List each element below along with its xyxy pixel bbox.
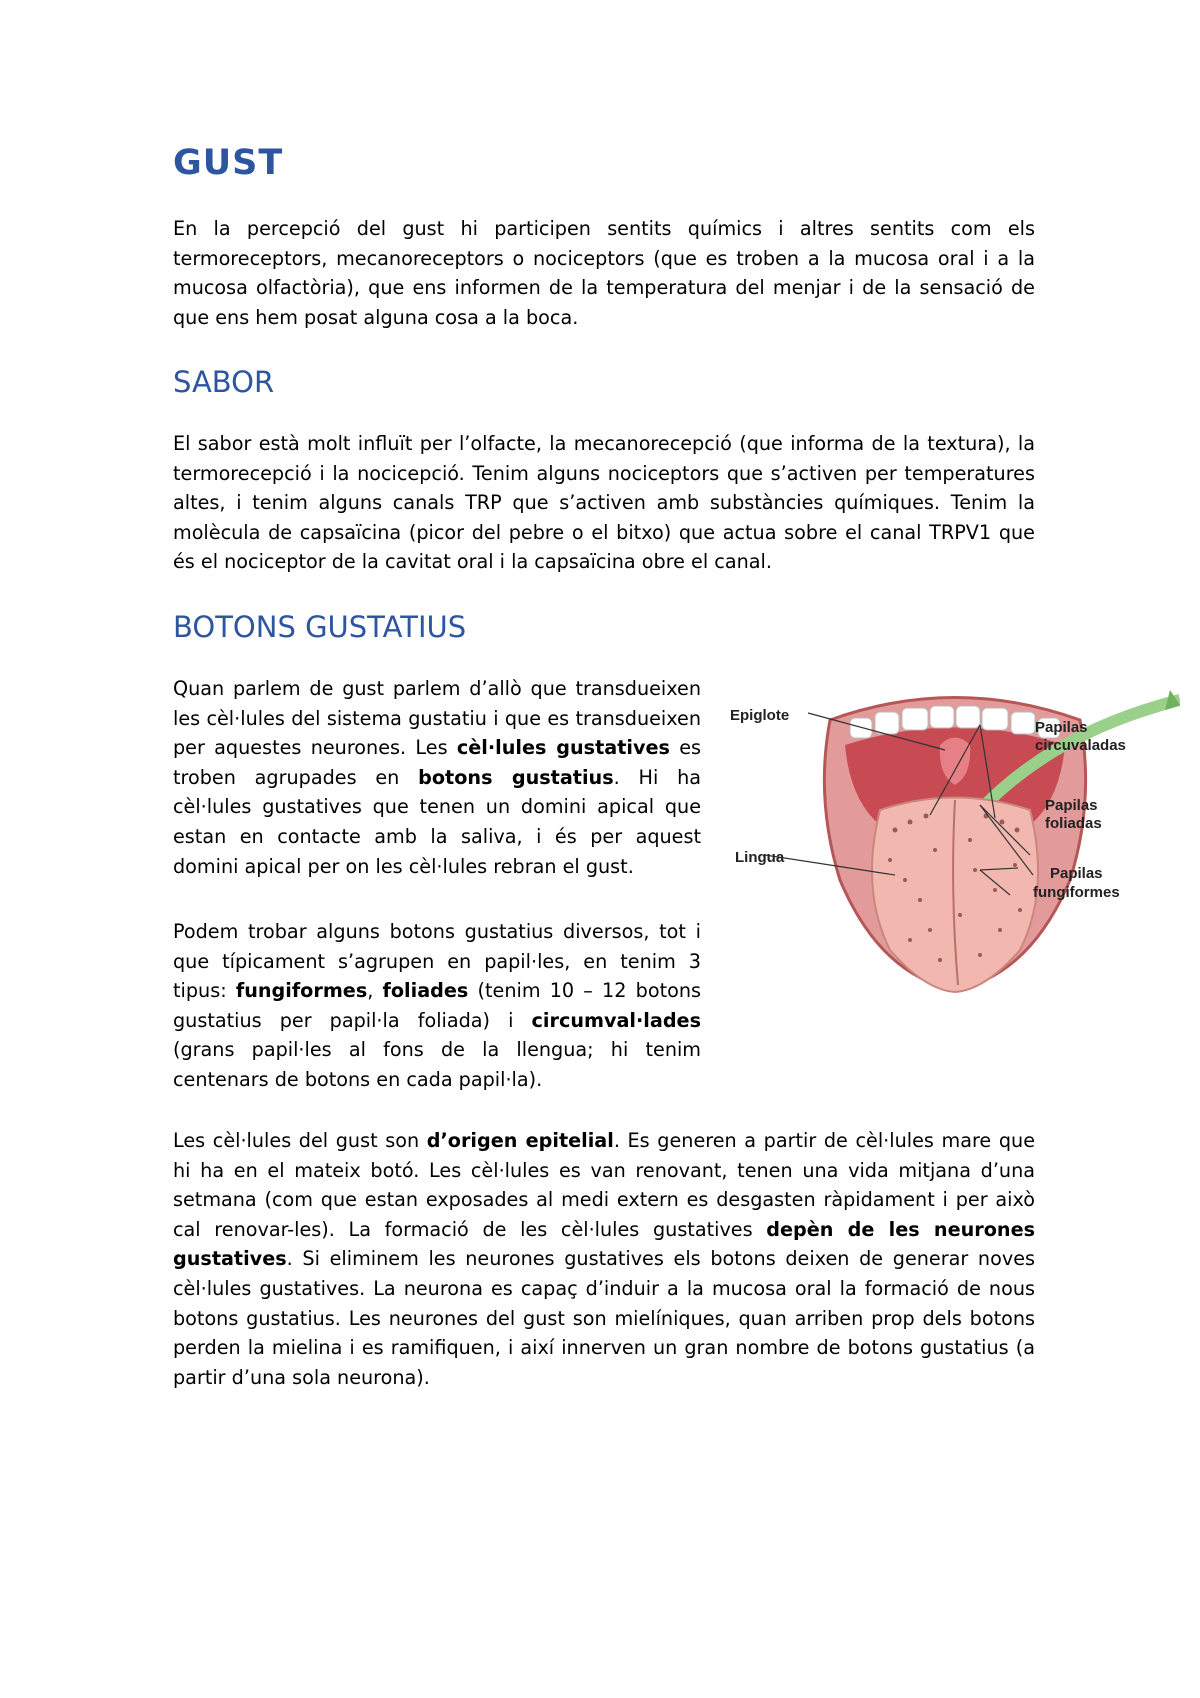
heading-sabor: SABOR bbox=[173, 365, 275, 399]
label-epiglote: Epiglote bbox=[730, 707, 790, 724]
bold-term: circumval·lades bbox=[531, 1008, 701, 1032]
paragraph-botons-2 bbox=[173, 917, 701, 1095]
text-run: . Hi ha cèl·lules gustatives que tenen un domini apical que estan en contacte amb la saliva, i és per aquest domini apical per on les cèl·lules rebran el gust. bbox=[173, 765, 702, 878]
bold-term: foliades bbox=[382, 979, 469, 1003]
paragraph-sabor: El sabor està molt influït per l’olfacte, la mecanorecepció (que informa de la textura), la termorecepció i la nocicepció. Tenim alguns nociceptors que s’activen per temperatures altes, i tenim alguns canals TRP que s’activen amb substàncies químiques. Tenim la molècula de capsaïcina (picor del pebre o el bitxo) que actua sobre el canal TRPV1 que és el nociceptor de la cavitat oral i la capsaïcina obre el canal. bbox=[173, 432, 1035, 574]
label-fungiformes-2: fungiformes bbox=[1033, 884, 1120, 901]
label-circuvaladas-2: circuvaladas bbox=[1035, 737, 1126, 754]
bold-term: depèn de les neurones gustatives bbox=[173, 1217, 1036, 1271]
tongue-illustration bbox=[730, 690, 1180, 1010]
label-fungiformes-1: Papilas bbox=[1050, 865, 1103, 882]
text-run: Quan parlem de gust parlem d’allò que transdueixen les cèl·lules del sistema gustatiu i que es transdueixen per aquestes neurones. Les bbox=[173, 677, 701, 760]
bold-term: d’origen epitelial bbox=[426, 1129, 614, 1152]
text-run: . Si eliminem les neurones gustatives els botons deixen de generar noves cèl·lules gustatives. La neurona es capaç d’induir a la mucosa oral la formació de nous botons gustatius. Les neurones del gust son mielíniques, quan arriben prop dels botons perden la mielina i es ramifiquen, i així innerven un gran nombre de botons gustatius (a partir d’una sola neurona). bbox=[173, 1247, 1035, 1389]
text-run: es troben agrupades en bbox=[173, 736, 701, 789]
text-run: Les cèl·lules del gust son bbox=[173, 1129, 427, 1152]
text-run: , bbox=[367, 979, 383, 1003]
text-run: (tenim 10 – 12 botons gustatius per papil·la foliada) i bbox=[173, 979, 701, 1032]
text-run: (grans papil·les al fons de la llengua; hi tenim centenars de botons en cada papil·la). bbox=[173, 1038, 701, 1091]
paragraph-gust: En la percepció del gust hi participen sentits químics i altres sentits com els termoreceptors, mecanoreceptors o nociceptors (que es troben a la mucosa oral i a la mucosa olfactòria), que ens informen de la temperatura del menjar i de la sensació de que ens hem posat alguna cosa a la boca. bbox=[173, 217, 1035, 329]
label-foliadas-2: foliadas bbox=[1045, 815, 1102, 832]
label-circuvaladas-1: Papilas bbox=[1035, 719, 1088, 736]
bold-term: fungiformes bbox=[235, 979, 368, 1003]
bold-term: cèl·lules gustatives bbox=[456, 736, 670, 760]
label-lingua: Lingua bbox=[735, 849, 785, 866]
paragraph-botons-3 bbox=[173, 1126, 1035, 1392]
label-foliadas-1: Papilas bbox=[1045, 797, 1098, 814]
heading-gust: GUST bbox=[173, 143, 284, 183]
heading-botons-gustatius: BOTONS GUSTATIUS bbox=[173, 610, 467, 644]
bold-term: botons gustatius bbox=[418, 765, 614, 789]
paragraph-botons-1 bbox=[173, 674, 701, 881]
text-run: . Es generen a partir de cèl·lules mare que hi ha en el mateix botó. Les cèl·lules es van renovant, tenen una vida mitjana d’una setmana (com que estan exposades al medi extern es desgasten ràpidament i per això cal renovar-les). La formació de les cèl·lules gustatives bbox=[173, 1129, 1036, 1241]
text-run: Podem trobar alguns botons gustatius diversos, tot i que típicament s’agrupen en papil·les, en tenim 3 tipus: bbox=[173, 920, 701, 1003]
